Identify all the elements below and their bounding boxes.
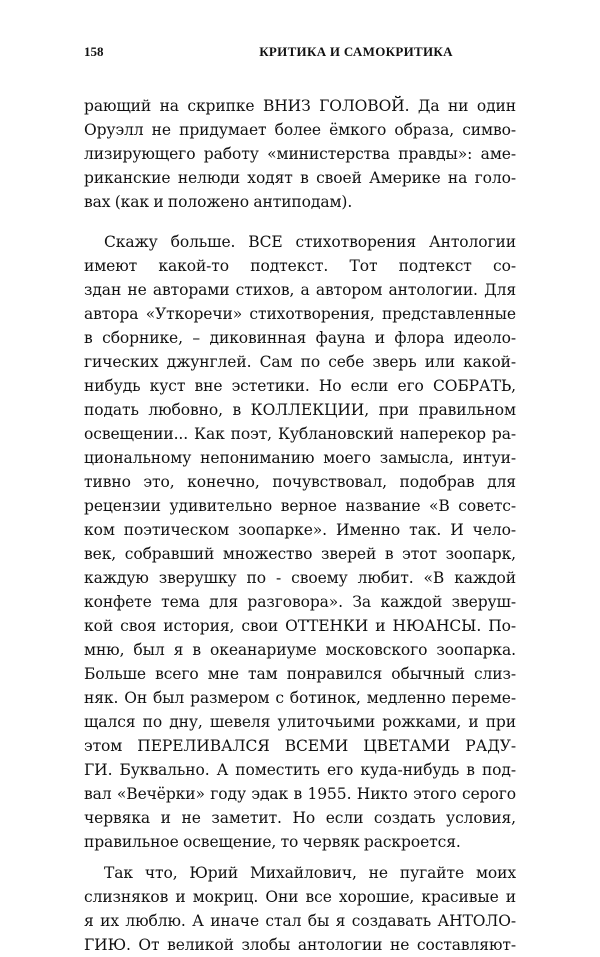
text-line: мню, был я в океанариуме московского зоопарка.	[84, 641, 516, 659]
text-line: вал «Вечёрки» году эдак в 1955. Никто этого серого	[84, 785, 516, 803]
text-line: слизняков и мокриц. Они все хорошие, красивые и	[84, 888, 516, 906]
paragraph	[84, 230, 516, 854]
text-line: Так что, Юрий Михайлович, не пугайте моих	[104, 864, 516, 882]
text-line: в сборнике, – диковинная фауна и флора идеоло-	[84, 329, 516, 347]
page-number: 158	[84, 44, 104, 59]
page-header	[84, 44, 516, 64]
text-line: Скажу больше. ВСЕ стихотворения Антологии	[104, 233, 516, 251]
text-line: освещении... Как поэт, Кублановский наперекор ра-	[84, 425, 516, 443]
text-line: Оруэлл не придумает более ёмкого образа, симво-	[84, 121, 516, 139]
text-line: вах (как и положено антиподам).	[84, 193, 353, 211]
text-line: этом ПЕРЕЛИВАЛСЯ ВСЕМИ ЦВЕТАМИ РАДУ-	[84, 737, 516, 755]
paragraph	[84, 861, 516, 957]
paragraph-gap	[84, 854, 516, 861]
text-line: гических джунглей. Сам по себе зверь или какой-	[84, 353, 516, 371]
paragraph-continuation	[84, 94, 516, 214]
text-line: рающий на скрипке ВНИЗ ГОЛОВОЙ. Да ни один	[84, 97, 516, 115]
text-line: ГИ. Буквально. А поместить его куда-нибудь в под-	[84, 761, 516, 779]
text-line: автора «Уткоречи» стихотворения, представленные	[84, 305, 516, 323]
text-line: циональному непониманию моего замысла, интуи-	[84, 449, 516, 467]
text-line: риканские нелюди ходят в своей Америке на голо-	[84, 169, 516, 187]
main-text	[84, 230, 516, 957]
text-line: няк. Он был размером с ботинок, медленно переме-	[84, 689, 516, 707]
text-line: лизирующего работу «министерства правды»: аме-	[84, 145, 516, 163]
text-line: правильное освещение, то червяк раскроется.	[84, 833, 461, 851]
text-line: я их люблю. А иначе стал бы я создавать АНТОЛО-	[84, 912, 516, 930]
text-line: кой своя история, свои ОТТЕНКИ и НЮАНСЫ. По-	[84, 617, 516, 635]
text-line: нибудь куст вне эстетики. Но если его СОБРАТЬ,	[84, 377, 516, 395]
text-line: здан не авторами стихов, а автором антологии. Для	[84, 281, 516, 299]
text-line: каждую зверушку по - своему любит. «В каждой	[84, 569, 516, 587]
running-title: КРИТИКА И САМОКРИТИКА	[259, 44, 453, 59]
text-line: червяка и не заметит. Но если создать условия,	[84, 809, 516, 827]
text-line: ГИЮ. От великой злобы антологии не составляют-	[84, 936, 516, 954]
text-line: ком поэтическом зоопарке». Именно так. И чело-	[84, 521, 516, 539]
text-line: имеют какой-то подтекст. Тот подтекст со-	[84, 257, 516, 275]
text-line: Больше всего мне там понравился обычный слиз-	[84, 665, 516, 683]
text-line: конфете тема для разговора». За каждой зверуш-	[84, 593, 516, 611]
text-line: век, собравший множество зверей в этот зоопарк,	[84, 545, 516, 563]
text-line: подать любовно, в КОЛЛЕКЦИИ, при правильном	[84, 401, 516, 419]
text-line: тивно это, конечно, почувствовал, подобрав для	[84, 473, 516, 491]
text-line: щался по дну, шевеля улиточьими рожками, и при	[84, 713, 516, 731]
text-line: рецензии удивительно верное название «В советс-	[84, 497, 516, 515]
